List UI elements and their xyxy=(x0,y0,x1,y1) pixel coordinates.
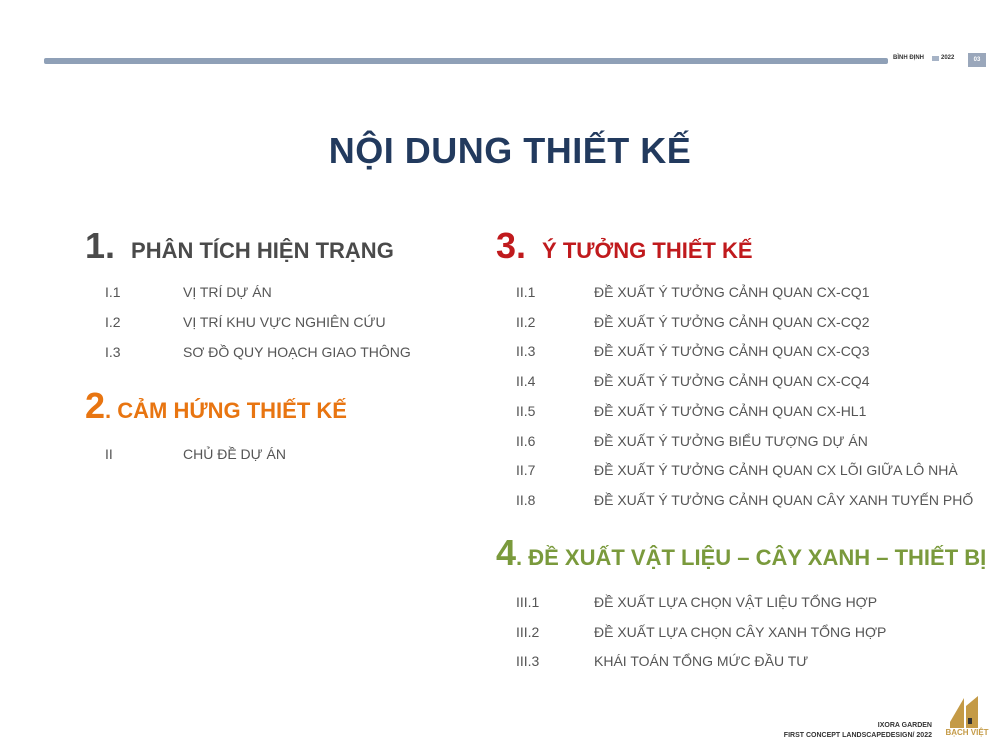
item-label: ĐỀ XUẤT LỰA CHỌN VẬT LIỆU TỔNG HỢP xyxy=(594,594,878,610)
footer xyxy=(784,721,932,741)
item-label: VỊ TRÍ DỰ ÁN xyxy=(183,284,272,300)
list-item xyxy=(105,314,386,330)
section-2-number: 2 xyxy=(85,385,106,426)
item-code: II.2 xyxy=(516,313,536,330)
header-separator xyxy=(932,56,939,61)
page-title: NỘI DUNG THIẾT KẾ xyxy=(328,130,692,171)
item-label: ĐỀ XUẤT Ý TƯỞNG CẢNH QUAN CX-CQ2 xyxy=(594,313,870,330)
section-1-number: 1. xyxy=(85,225,116,266)
section-1-title: PHÂN TÍCH HIỆN TRẠNG xyxy=(131,238,394,263)
bach-viet-logo-icon xyxy=(944,692,990,746)
section-4-title: . ĐỀ XUẤT VẬT LIỆU – CÂY XANH – THIẾT BỊ xyxy=(516,545,987,570)
header-bar xyxy=(44,58,888,64)
section-2-title: . CẢM HỨNG THIẾT KẾ xyxy=(105,398,347,423)
list-item xyxy=(516,594,878,610)
item-code: II.5 xyxy=(516,402,536,419)
item-code: III.1 xyxy=(516,594,540,610)
item-label: ĐỀ XUẤT Ý TƯỞNG CẢNH QUAN CX-CQ1 xyxy=(594,284,870,300)
item-code: II.7 xyxy=(516,462,536,479)
item-code: III.3 xyxy=(516,653,540,670)
section-3-heading xyxy=(496,225,753,267)
section-3-number: 3. xyxy=(496,225,527,266)
list-item xyxy=(105,284,272,300)
footer-subtitle: FIRST CONCEPT LANDSCAPEDESIGN/ 2022 xyxy=(783,732,932,739)
item-code: I.1 xyxy=(105,284,121,300)
item-code: II.3 xyxy=(516,343,536,360)
item-label: ĐỀ XUẤT Ý TƯỞNG CẢNH QUAN CX-HL1 xyxy=(594,402,867,419)
list-item xyxy=(516,462,958,479)
section-4-heading xyxy=(496,532,986,574)
item-label: ĐỀ XUẤT Ý TƯỞNG CẢNH QUAN CX LÕI GIỮA LÔ NHÀ xyxy=(594,462,958,479)
list-item xyxy=(516,313,870,330)
list-item xyxy=(516,623,887,640)
footer-project: IXORA GARDEN xyxy=(877,722,932,729)
list-item xyxy=(516,402,867,419)
item-label: KHÁI TOÁN TỔNG MỨC ĐẦU TƯ xyxy=(594,653,809,670)
item-code: II.6 xyxy=(516,432,536,449)
item-label: ĐỀ XUẤT Ý TƯỞNG CẢNH QUAN CÂY XANH TUYẾN PHỐ xyxy=(594,491,974,508)
header-year: 2022 xyxy=(941,55,955,61)
item-label: VỊ TRÍ KHU VỰC NGHIÊN CỨU xyxy=(183,314,386,330)
section-1-heading xyxy=(85,225,394,267)
item-label: ĐỀ XUẤT Ý TƯỞNG BIỂU TƯỢNG DỰ ÁN xyxy=(594,432,868,449)
list-item xyxy=(516,432,868,449)
item-code: II xyxy=(105,446,113,462)
page-number: 03 xyxy=(968,53,986,67)
list-item xyxy=(516,653,809,670)
item-code: III.2 xyxy=(516,623,540,640)
item-label: ĐỀ XUẤT Ý TƯỞNG CẢNH QUAN CX-CQ4 xyxy=(594,373,870,390)
list-item xyxy=(516,373,870,390)
header-meta xyxy=(893,55,954,61)
section-2-heading xyxy=(85,385,347,427)
item-label: SƠ ĐỒ QUY HOẠCH GIAO THÔNG xyxy=(183,344,411,360)
item-code: II.4 xyxy=(516,373,536,390)
list-item xyxy=(105,446,286,462)
list-item xyxy=(105,344,411,360)
logo-text: BẠCH VIỆT xyxy=(945,728,989,737)
section-4-number: 4 xyxy=(496,532,517,573)
header-location: BÌNH ĐỊNH xyxy=(893,55,924,61)
list-item xyxy=(516,343,870,360)
item-code: I.3 xyxy=(105,344,121,360)
item-code: II.1 xyxy=(516,284,536,300)
item-label: ĐỀ XUẤT LỰA CHỌN CÂY XANH TỔNG HỢP xyxy=(594,623,887,640)
list-item xyxy=(516,284,870,300)
item-label: ĐỀ XUẤT Ý TƯỞNG CẢNH QUAN CX-CQ3 xyxy=(594,343,870,360)
list-item xyxy=(516,491,974,508)
item-label: CHỦ ĐỀ DỰ ÁN xyxy=(183,446,286,462)
item-code: II.8 xyxy=(516,491,536,508)
section-3-title: Ý TƯỞNG THIẾT KẾ xyxy=(542,238,753,263)
item-code: I.2 xyxy=(105,314,121,330)
